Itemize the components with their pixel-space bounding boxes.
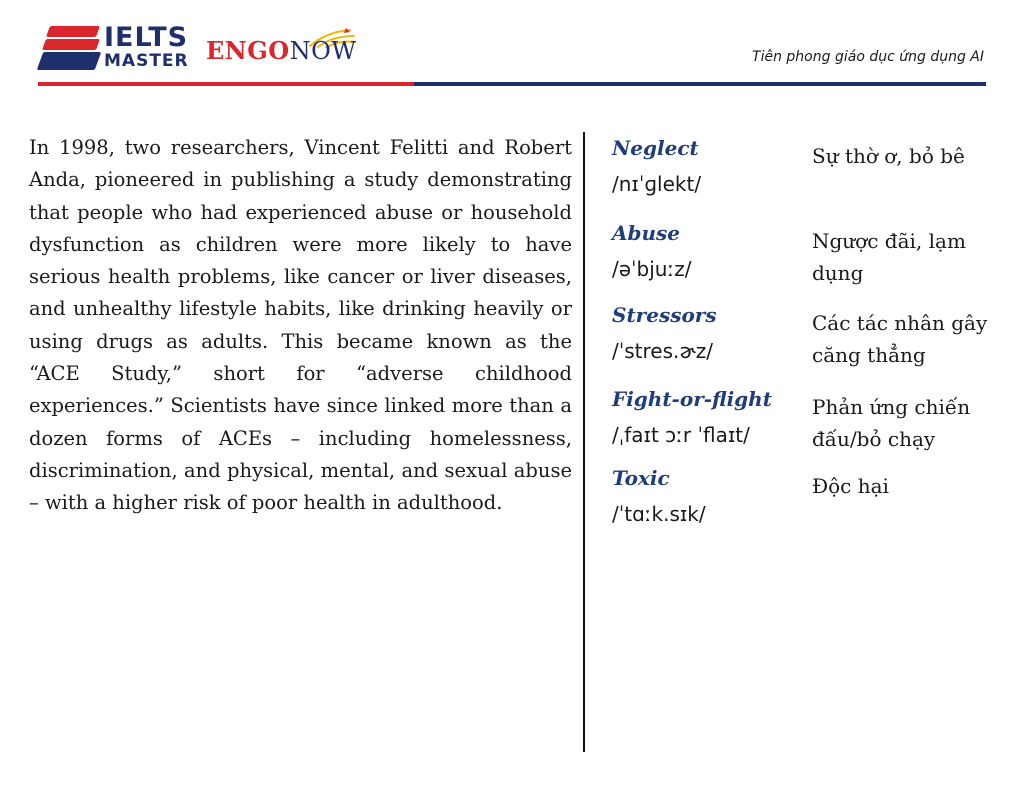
vocab-meaning: Độc hại xyxy=(812,474,889,498)
logo-engonow-text xyxy=(206,36,356,65)
vocab-word: Toxic xyxy=(612,466,670,490)
tagline: Tiên phong giáo dục ứng dụng AI xyxy=(752,49,984,65)
column-divider xyxy=(583,132,585,752)
vocab-meaning: Ngược đãi, lạm dụng xyxy=(812,229,966,285)
vocab-word: Neglect xyxy=(612,136,699,160)
vocab-meaning: Sự thờ ơ, bỏ bê xyxy=(812,144,965,168)
vocab-meaning: Phản ứng chiến đấu/bỏ chạy xyxy=(812,395,971,451)
reading-passage: In 1998, two researchers, Vincent Felitti and Robert Anda, pioneered in publishing a study demonstrating that people who had experienced abuse or household dysfunction as children were more likely to have serious health problems, like cancer or liver diseases, and unhealthy lifestyle habits, like drinking heavily or using drugs as adults. This became known as the “ACE Study,” short for “adverse childhood experiences.” Scientists have since linked more than a dozen forms of ACEs – including homelessness, discrimination, and physical, mental, and sexual abuse – with a higher risk of poor health in adulthood. xyxy=(29,136,572,515)
vocab-word: Fight-or-flight xyxy=(612,387,772,411)
ielts-master-logo xyxy=(38,24,198,72)
vocab-word: Stressors xyxy=(612,303,717,327)
engonow-logo xyxy=(206,36,356,72)
header-rule-red xyxy=(38,82,414,86)
vocabulary-list xyxy=(612,0,1012,792)
logo-master-text: MASTER xyxy=(104,51,189,71)
logo-now-text: NOW xyxy=(289,37,357,65)
vocab-ipa: /əˈbjuːz/ xyxy=(612,257,692,281)
vocab-ipa: /ˈstres.ɚz/ xyxy=(612,339,713,363)
vocab-ipa: /ˈtɑːk.sɪk/ xyxy=(612,502,706,526)
vocab-ipa: /nɪˈɡlekt/ xyxy=(612,172,702,196)
vocab-word: Abuse xyxy=(612,221,681,245)
book-logo-icon xyxy=(38,24,100,72)
logo-ielts-text: IELTS xyxy=(104,22,189,53)
logo-engo-text: ENGO xyxy=(206,36,290,65)
vocab-ipa: /ˌfaɪt ɔːr ˈflaɪt/ xyxy=(612,423,750,447)
vocab-meaning: Các tác nhân gây căng thẳng xyxy=(812,311,988,367)
